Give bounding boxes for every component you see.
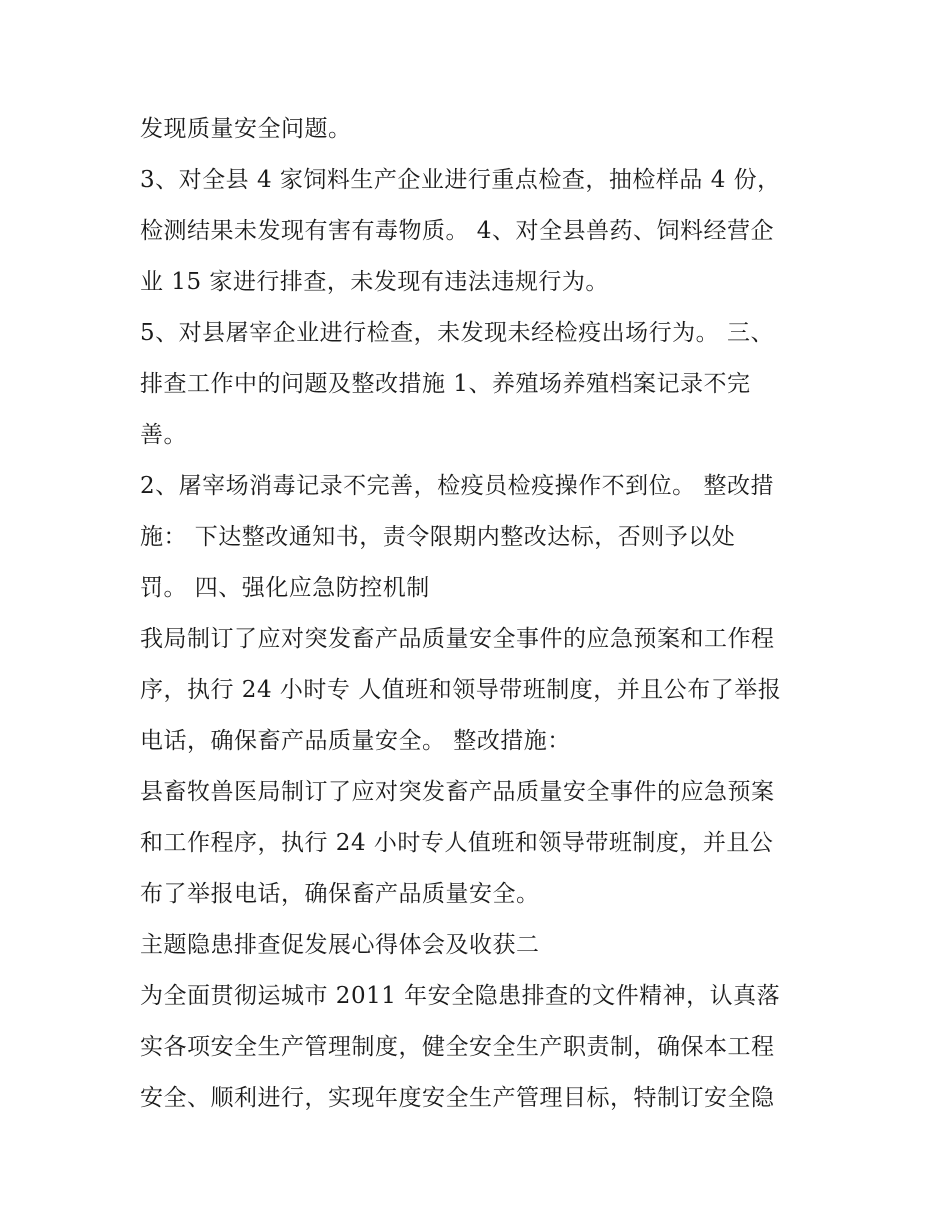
text-line: 布了举报电话，确保畜产品质量安全。 <box>140 881 540 907</box>
text-line: 序，执行 24 小时专 人值班和领导带班制度，并且公布了举报 <box>140 677 782 703</box>
text-line: 县畜牧兽医局制订了应对突发畜产品质量安全事件的应急预案 <box>140 779 775 805</box>
text-line: 5、对县屠宰企业进行检查，未发现未经检疫出场行为。 三、 <box>140 320 774 346</box>
text-line: 检测结果未发现有害有毒物质。 4、对全县兽药、饲料经营企 <box>140 218 774 244</box>
text-line: 电话，确保畜产品质量安全。 整改措施： <box>140 728 571 754</box>
text-line: 3、对全县 4 家饲料生产企业进行重点检查，抽检样品 4 份， <box>140 167 781 193</box>
text-line: 安全、顺利进行，实现年度安全生产管理目标，特制订安全隐 <box>140 1085 775 1111</box>
text-line: 善。 <box>140 422 187 448</box>
body-text <box>140 108 830 1128</box>
text-line: 发现质量安全问题。 <box>140 116 352 142</box>
text-line: 我局制订了应对突发畜产品质量安全事件的应急预案和工作程 <box>140 626 775 652</box>
text-line: 为全面贯彻运城市 2011 年安全隐患排查的文件精神，认真落 <box>140 983 781 1009</box>
text-line: 罚。 四、强化应急防控机制 <box>140 575 430 601</box>
text-line: 业 15 家进行排查，未发现有违法违规行为。 <box>140 269 609 295</box>
section-heading: 主题隐患排查促发展心得体会及收获二 <box>140 932 540 958</box>
text-line: 2、屠宰场消毒记录不完善，检疫员检疫操作不到位。 整改措 <box>140 473 774 499</box>
text-line: 排查工作中的问题及整改措施 1、养殖场养殖档案记录不完 <box>140 371 751 397</box>
text-line: 和工作程序，执行 24 小时专人值班和领导带班制度，并且公 <box>140 830 774 856</box>
text-line: 实各项安全生产管理制度，健全安全生产职责制，确保本工程 <box>140 1034 775 1060</box>
text-line: 施： 下达整改通知书，责令限期内整改达标，否则予以处 <box>140 524 736 550</box>
